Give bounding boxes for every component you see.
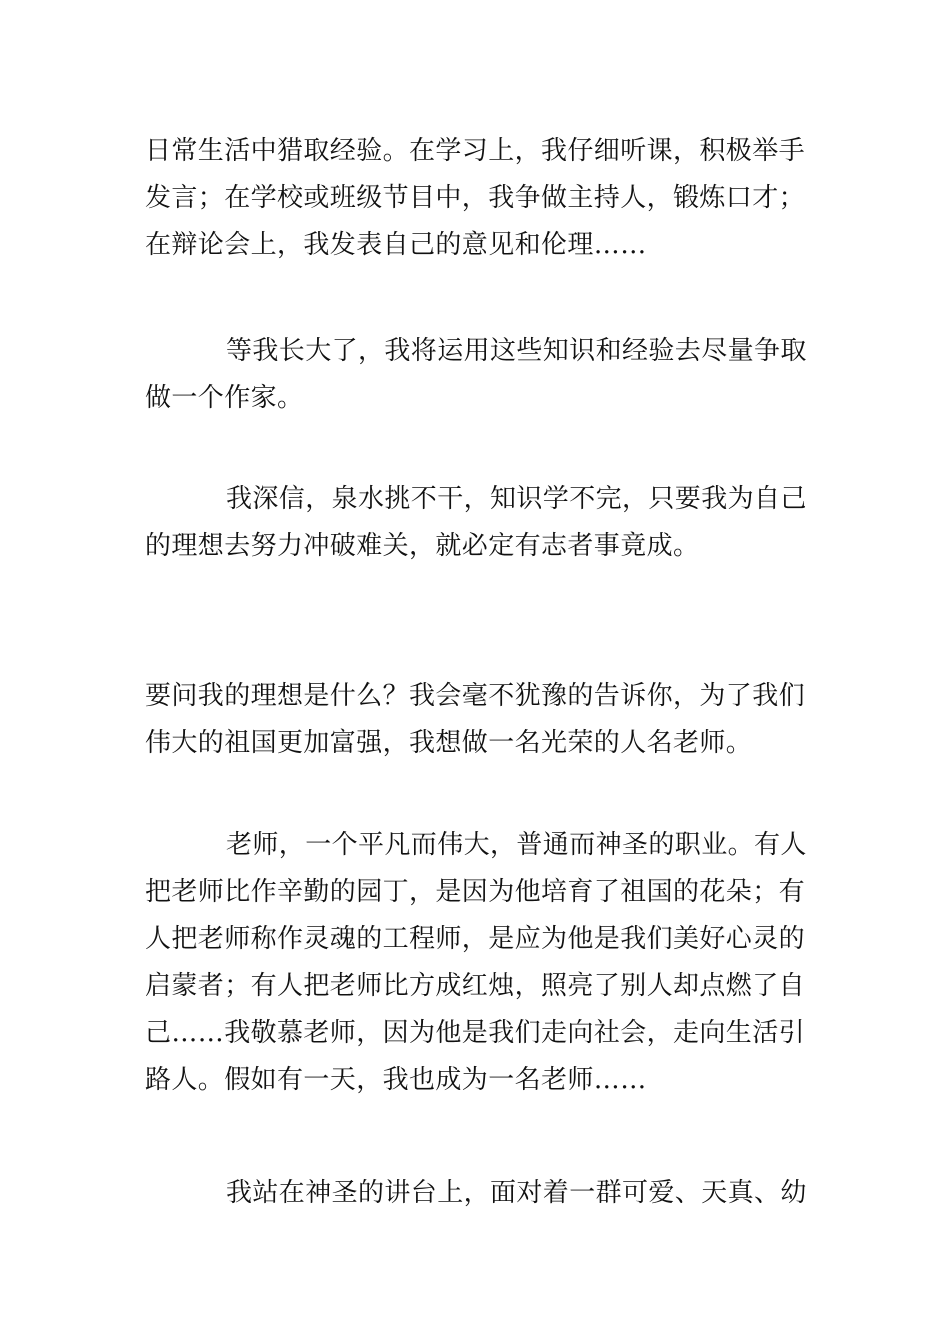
paragraph: 等我长大了，我将运用这些知识和经验去尽量争取做一个作家。 <box>145 336 807 413</box>
paragraph: 老师，一个平凡而伟大，普通而神圣的职业。有人把老师比作辛勤的园丁，是因为他培育了祖国的花朵；有人把老师称作灵魂的工程师，是应为他是我们美好心灵的启蒙者；有人把老师比方成红烛，照亮了别人却点燃了自己……我敬慕老师，因为他是我们走向社会，走向生活引路人。假如有一天，我也成为一名老师…… <box>145 830 807 1095</box>
paragraph: 我深信，泉水挑不干，知识学不完，只要我为自己的理想去努力冲破难关，就必定有志者事竟成。 <box>145 484 807 561</box>
paragraph: 我站在神圣的讲台上，面对着一群可爱、天真、幼 <box>226 1178 807 1208</box>
paragraph-continued: 日常生活中猎取经验。在学习上，我仔细听课，积极举手发言；在学校或班级节目中，我争做主持人，锻炼口才；在辩论会上，我发表自己的意见和伦理…… <box>145 136 806 260</box>
paragraph-new-essay: 要问我的理想是什么？我会毫不犹豫的告诉你，为了我们伟大的祖国更加富强，我想做一名光荣的人名老师。 <box>145 681 806 758</box>
